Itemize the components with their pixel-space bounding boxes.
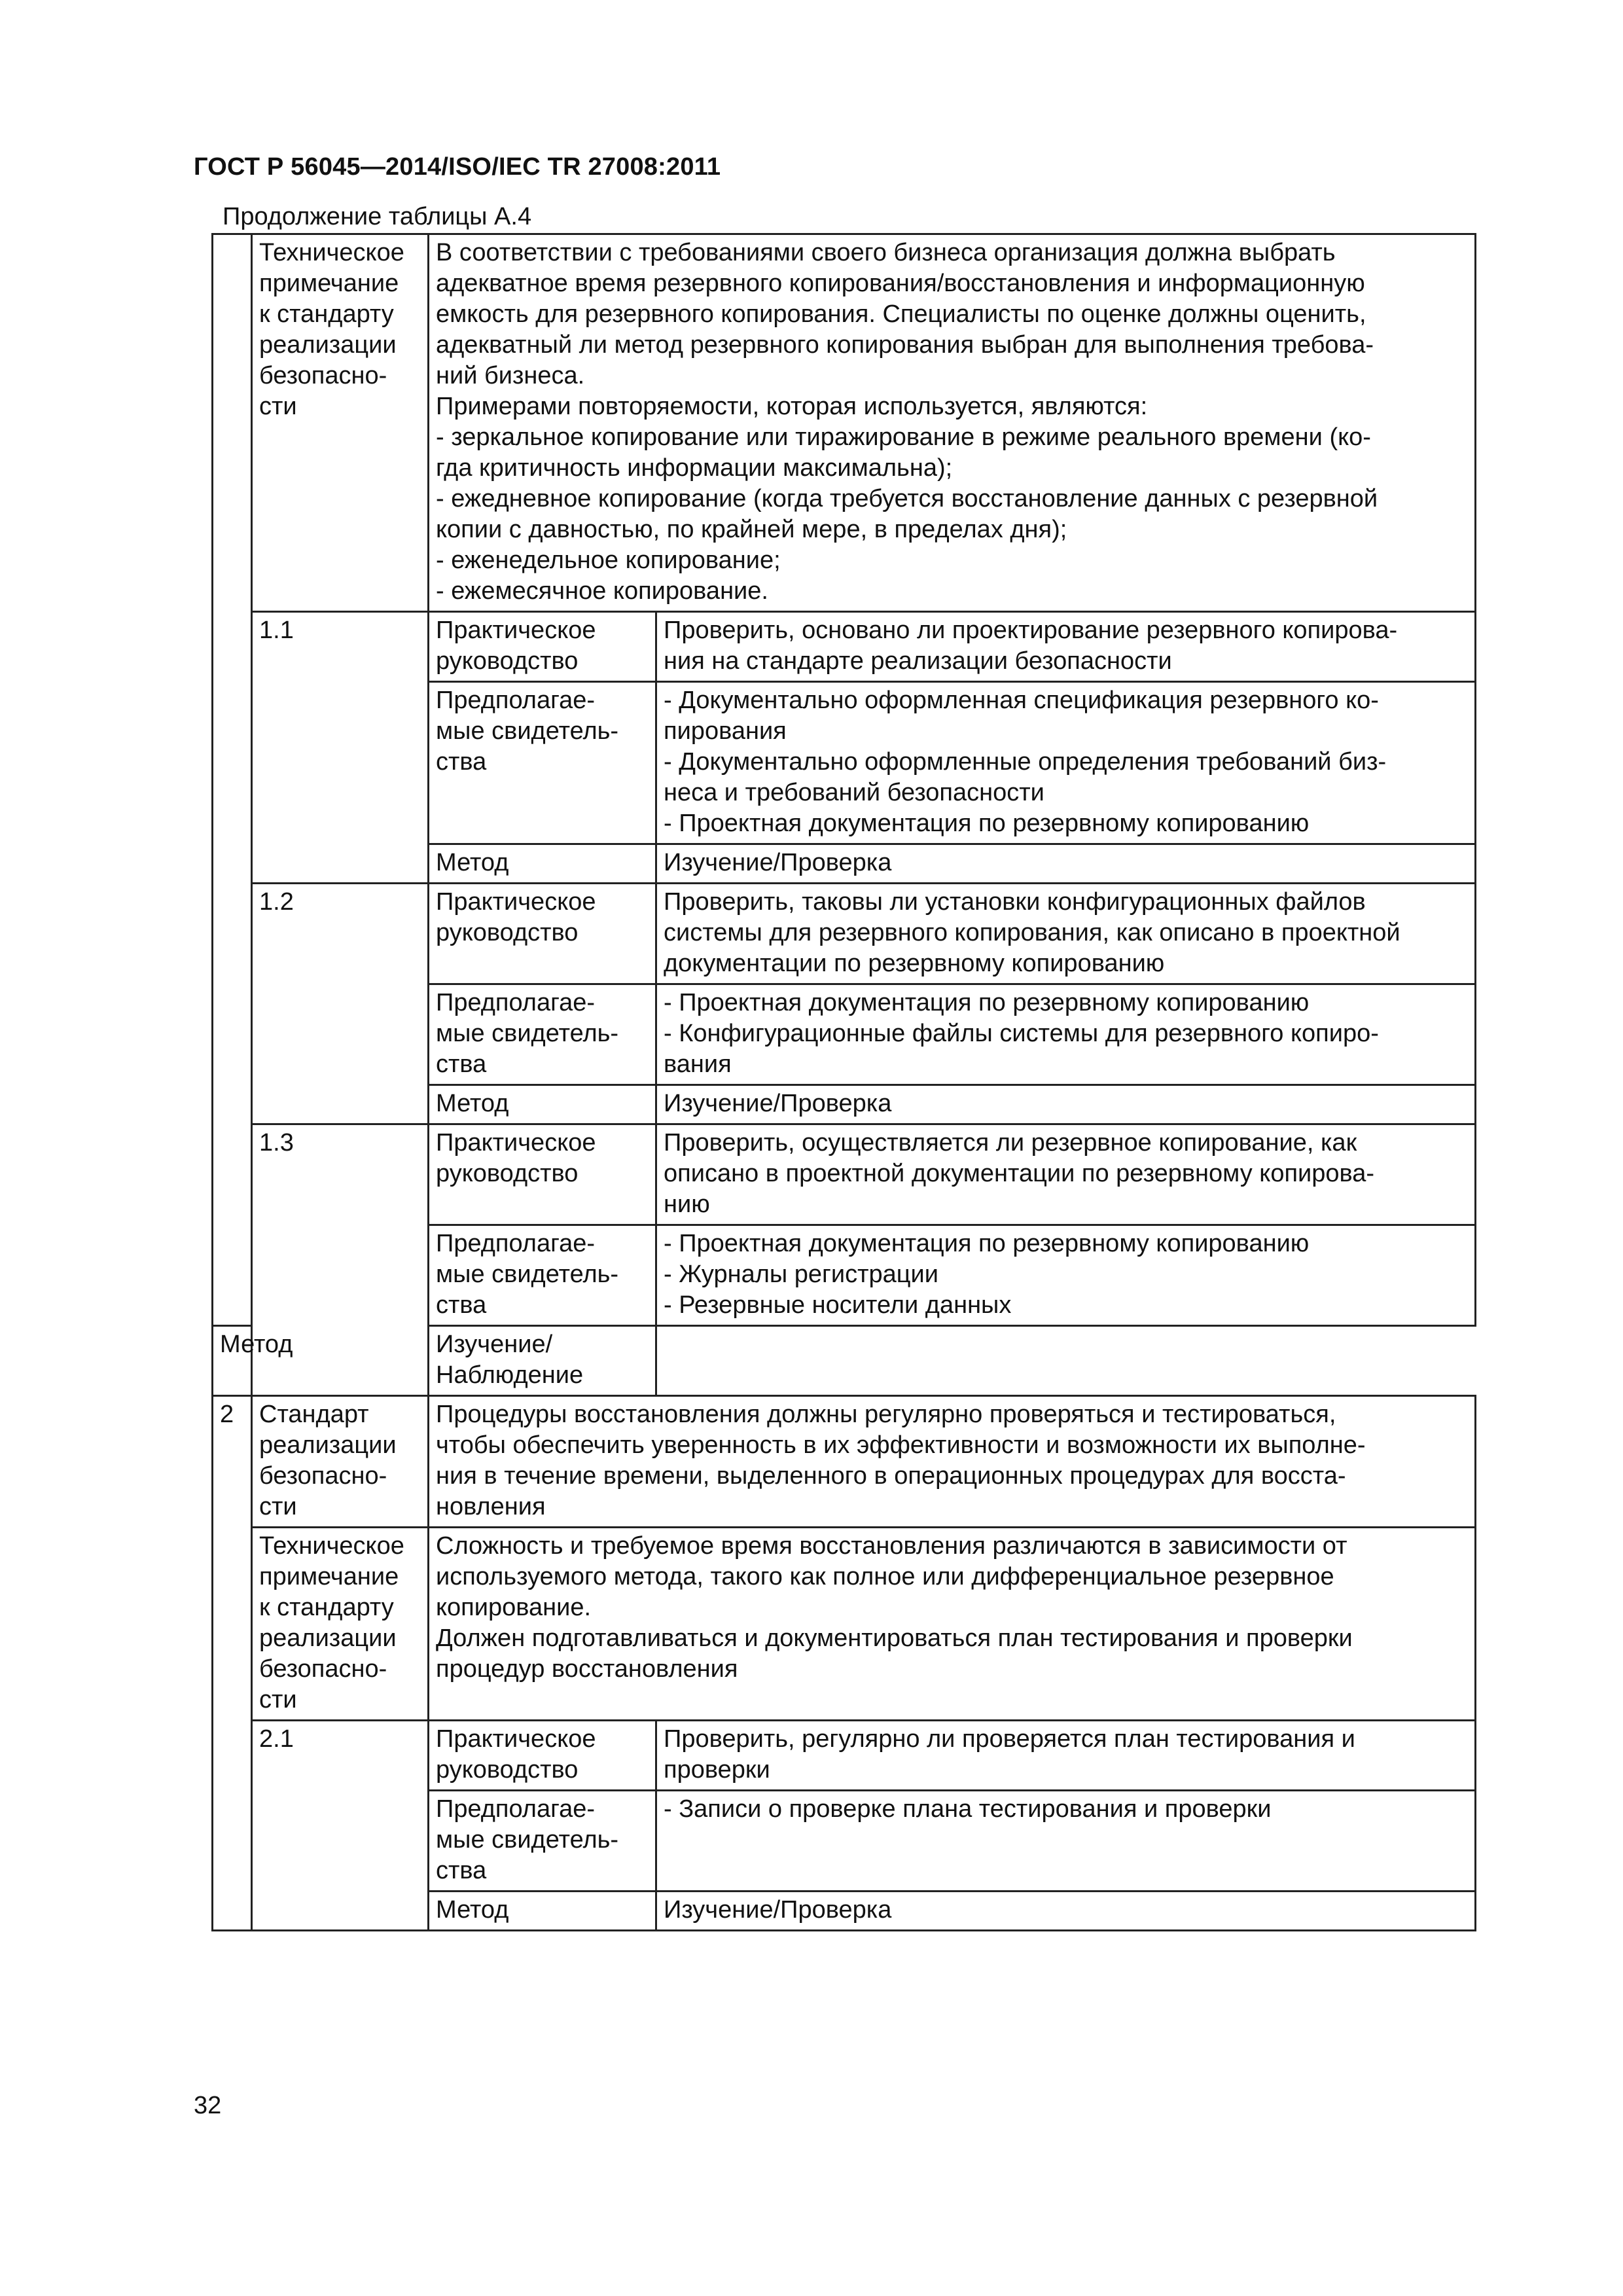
evidence-label-cell (429, 682, 656, 844)
text-line: безопасно- (259, 1655, 387, 1683)
evidence-text-cell (656, 1225, 1476, 1326)
evidence-text (664, 1229, 1468, 1321)
guidance-text (664, 1724, 1468, 1785)
method-label-cell: Метод (213, 1326, 252, 1396)
technical-note-label (259, 238, 421, 422)
row-content-cell (429, 1396, 1476, 1528)
item-number-cell: 1.2 (252, 884, 429, 1124)
requirements-table (211, 233, 1476, 1931)
text-line: примечание (259, 1563, 399, 1590)
row-label-cell (252, 234, 429, 612)
text-line: Процедуры восстановления должны регулярно проверяться и тестироваться, (436, 1401, 1336, 1428)
guidance-text (664, 615, 1468, 677)
text-line: реализации (259, 1624, 397, 1652)
text-line: Предполагае- (436, 687, 596, 714)
text-line: пирования (664, 717, 787, 745)
text-line: мые свидетель- (436, 1261, 619, 1288)
text-line: - ежедневное копирование (когда требуется восстановление данных с резервной (436, 485, 1378, 512)
text-line: вания (664, 1050, 732, 1078)
text-line: - Резервные носители данных (664, 1291, 1012, 1319)
text-line: Сложность и требуемое время восстановления различаются в зависимости от (436, 1532, 1347, 1560)
guidance-text (664, 887, 1468, 979)
text-line: используемого метода, такого как полное или дифференциальное резервное (436, 1563, 1334, 1590)
method-label-cell: Метод (429, 1892, 656, 1931)
text-line: - Документально оформленные определения требований биз- (664, 748, 1387, 776)
text-line: ства (436, 1857, 487, 1884)
text-line: процедур восстановления (436, 1655, 738, 1683)
evidence-label-cell (429, 1791, 656, 1892)
text-line: Предполагае- (436, 1230, 596, 1257)
guidance-text-cell (656, 612, 1476, 682)
text-line: ства (436, 748, 487, 776)
text-line: реализации (259, 1431, 397, 1459)
number-cell (213, 234, 252, 1326)
item-number-cell: 2.1 (252, 1721, 429, 1931)
row-content-cell (429, 234, 1476, 612)
text-line: ства (436, 1291, 487, 1319)
guidance-label (436, 887, 649, 948)
evidence-text (664, 1794, 1468, 1825)
guidance-label (436, 1724, 649, 1785)
text-line: описано в проектной документации по резервному копирова- (664, 1160, 1375, 1187)
method-text-cell: Изучение/Проверка (656, 844, 1476, 884)
text-line: - Конфигурационные файлы системы для резервного копиро- (664, 1020, 1379, 1047)
text-line: Техническое (259, 239, 404, 266)
standard-text (436, 1399, 1468, 1522)
text-line: - зеркальное копирование или тиражирование в режиме реального времени (ко- (436, 423, 1371, 451)
method-text-cell: Изучение/Проверка (656, 1085, 1476, 1124)
evidence-label (436, 988, 649, 1080)
evidence-label (436, 685, 649, 778)
evidence-text-cell (656, 682, 1476, 844)
standard-number-cell: 2 (213, 1396, 252, 1931)
evidence-text (664, 988, 1468, 1080)
text-line: Проверить, регулярно ли проверяется план тестирования и (664, 1725, 1355, 1753)
table-row (213, 612, 1476, 682)
guidance-text-cell (656, 1721, 1476, 1791)
standard-label (259, 1399, 421, 1522)
text-line: Практическое (436, 1129, 596, 1157)
technical-note-label (259, 1531, 421, 1715)
table-row (213, 1721, 1476, 1791)
text-line: Практическое (436, 888, 596, 916)
text-line: проверки (664, 1756, 770, 1784)
text-line: к стандарту (259, 1594, 394, 1621)
evidence-text (664, 685, 1468, 839)
text-line: примечание (259, 270, 399, 297)
evidence-text-cell (656, 1791, 1476, 1892)
text-line: - Проектная документация по резервному копированию (664, 810, 1310, 837)
text-line: В соответствии с требованиями своего бизнеса организация должна выбрать (436, 239, 1336, 266)
document-header: ГОСТ Р 56045—2014/ISO/IEC TR 27008:2011 (194, 153, 721, 181)
row-label-cell (252, 1528, 429, 1721)
guidance-text (664, 1128, 1468, 1220)
text-line: ний бизнеса. (436, 362, 585, 389)
text-line: реализации (259, 331, 397, 359)
text-line: ния на стандарте реализации безопасности (664, 647, 1172, 675)
text-line: Примерами повторяемости, которая используется, являются: (436, 393, 1148, 420)
guidance-label-cell (429, 1721, 656, 1791)
text-line: гда критичность информации максимальна); (436, 454, 953, 482)
technical-note-text (436, 1531, 1468, 1685)
text-line: - ежемесячное копирование. (436, 577, 768, 605)
guidance-text-cell (656, 1124, 1476, 1225)
text-line: сти (259, 1686, 297, 1713)
text-line: копии с давностью, по крайней мере, в пределах дня); (436, 516, 1067, 543)
table-caption: Продолжение таблицы А.4 (223, 203, 532, 230)
text-line: Предполагае- (436, 1795, 596, 1823)
text-line: копирование. (436, 1594, 592, 1621)
text-line: мые свидетель- (436, 1020, 619, 1047)
text-line: безопасно- (259, 362, 387, 389)
guidance-label-cell (429, 884, 656, 984)
text-line: неса и требований безопасности (664, 779, 1044, 806)
text-line: - еженедельное копирование; (436, 547, 781, 574)
text-line: руководство (436, 1160, 579, 1187)
text-line: - Проектная документация по резервному копированию (664, 1230, 1310, 1257)
table-row (213, 234, 1476, 612)
method-label-cell: Метод (429, 1085, 656, 1124)
text-line: Практическое (436, 617, 596, 644)
text-line: безопасно- (259, 1462, 387, 1490)
text-line: к стандарту (259, 300, 394, 328)
table-row (213, 884, 1476, 984)
text-line: адекватное время резервного копирования/восстановления и информационную (436, 270, 1365, 297)
text-line: сти (259, 393, 297, 420)
text-line: емкость для резервного копирования. Специалисты по оценке должны оценить, (436, 300, 1366, 328)
evidence-label-cell (429, 984, 656, 1085)
guidance-label (436, 1128, 649, 1189)
text-line: Предполагае- (436, 989, 596, 1016)
table-row (213, 1528, 1476, 1721)
method-text-cell: Изучение/Наблюдение (429, 1326, 656, 1396)
guidance-label-cell (429, 612, 656, 682)
text-line: - Документально оформленная спецификация резервного ко- (664, 687, 1379, 714)
text-line: мые свидетель- (436, 1826, 619, 1854)
evidence-label (436, 1229, 649, 1321)
page-number: 32 (194, 2092, 222, 2119)
text-line: Должен подготавливаться и документироваться план тестирования и проверки (436, 1624, 1353, 1652)
row-content-cell (429, 1528, 1476, 1721)
evidence-text-cell (656, 984, 1476, 1085)
text-line: мые свидетель- (436, 717, 619, 745)
evidence-label-cell (429, 1225, 656, 1326)
text-line: нию (664, 1191, 710, 1218)
text-line: Техническое (259, 1532, 404, 1560)
table-row (213, 1396, 1476, 1528)
text-line: Практическое (436, 1725, 596, 1753)
method-label-cell: Метод (429, 844, 656, 884)
evidence-label (436, 1794, 649, 1886)
text-line: - Записи о проверке плана тестирования и проверки (664, 1795, 1272, 1823)
text-line: Стандарт (259, 1401, 369, 1428)
text-line: Проверить, таковы ли установки конфигурационных файлов (664, 888, 1366, 916)
text-line: документации по резервному копированию (664, 950, 1165, 977)
technical-note-text (436, 238, 1468, 607)
text-line: сти (259, 1493, 297, 1520)
text-line: адекватный ли метод резервного копирования выбран для выполнения требова- (436, 331, 1374, 359)
row-label-cell (252, 1396, 429, 1528)
guidance-text-cell (656, 884, 1476, 984)
text-line: руководство (436, 647, 579, 675)
guidance-label (436, 615, 649, 677)
item-number-cell: 1.3 (252, 1124, 429, 1396)
text-line: системы для резервного копирования, как описано в проектной (664, 919, 1400, 946)
text-line: ния в течение времени, выделенного в операционных процедурах для восста- (436, 1462, 1346, 1490)
text-line: новления (436, 1493, 546, 1520)
text-line: Проверить, основано ли проектирование резервного копирова- (664, 617, 1398, 644)
table-row (213, 1124, 1476, 1225)
item-number-cell: 1.1 (252, 612, 429, 884)
text-line: руководство (436, 919, 579, 946)
method-text-cell: Изучение/Проверка (656, 1892, 1476, 1931)
guidance-label-cell (429, 1124, 656, 1225)
text-line: чтобы обеспечить уверенность в их эффективности и возможности их выполне- (436, 1431, 1366, 1459)
text-line: ства (436, 1050, 487, 1078)
text-line: Проверить, осуществляется ли резервное копирование, как (664, 1129, 1357, 1157)
text-line: - Журналы регистрации (664, 1261, 938, 1288)
text-line: - Проектная документация по резервному копированию (664, 989, 1310, 1016)
text-line: руководство (436, 1756, 579, 1784)
